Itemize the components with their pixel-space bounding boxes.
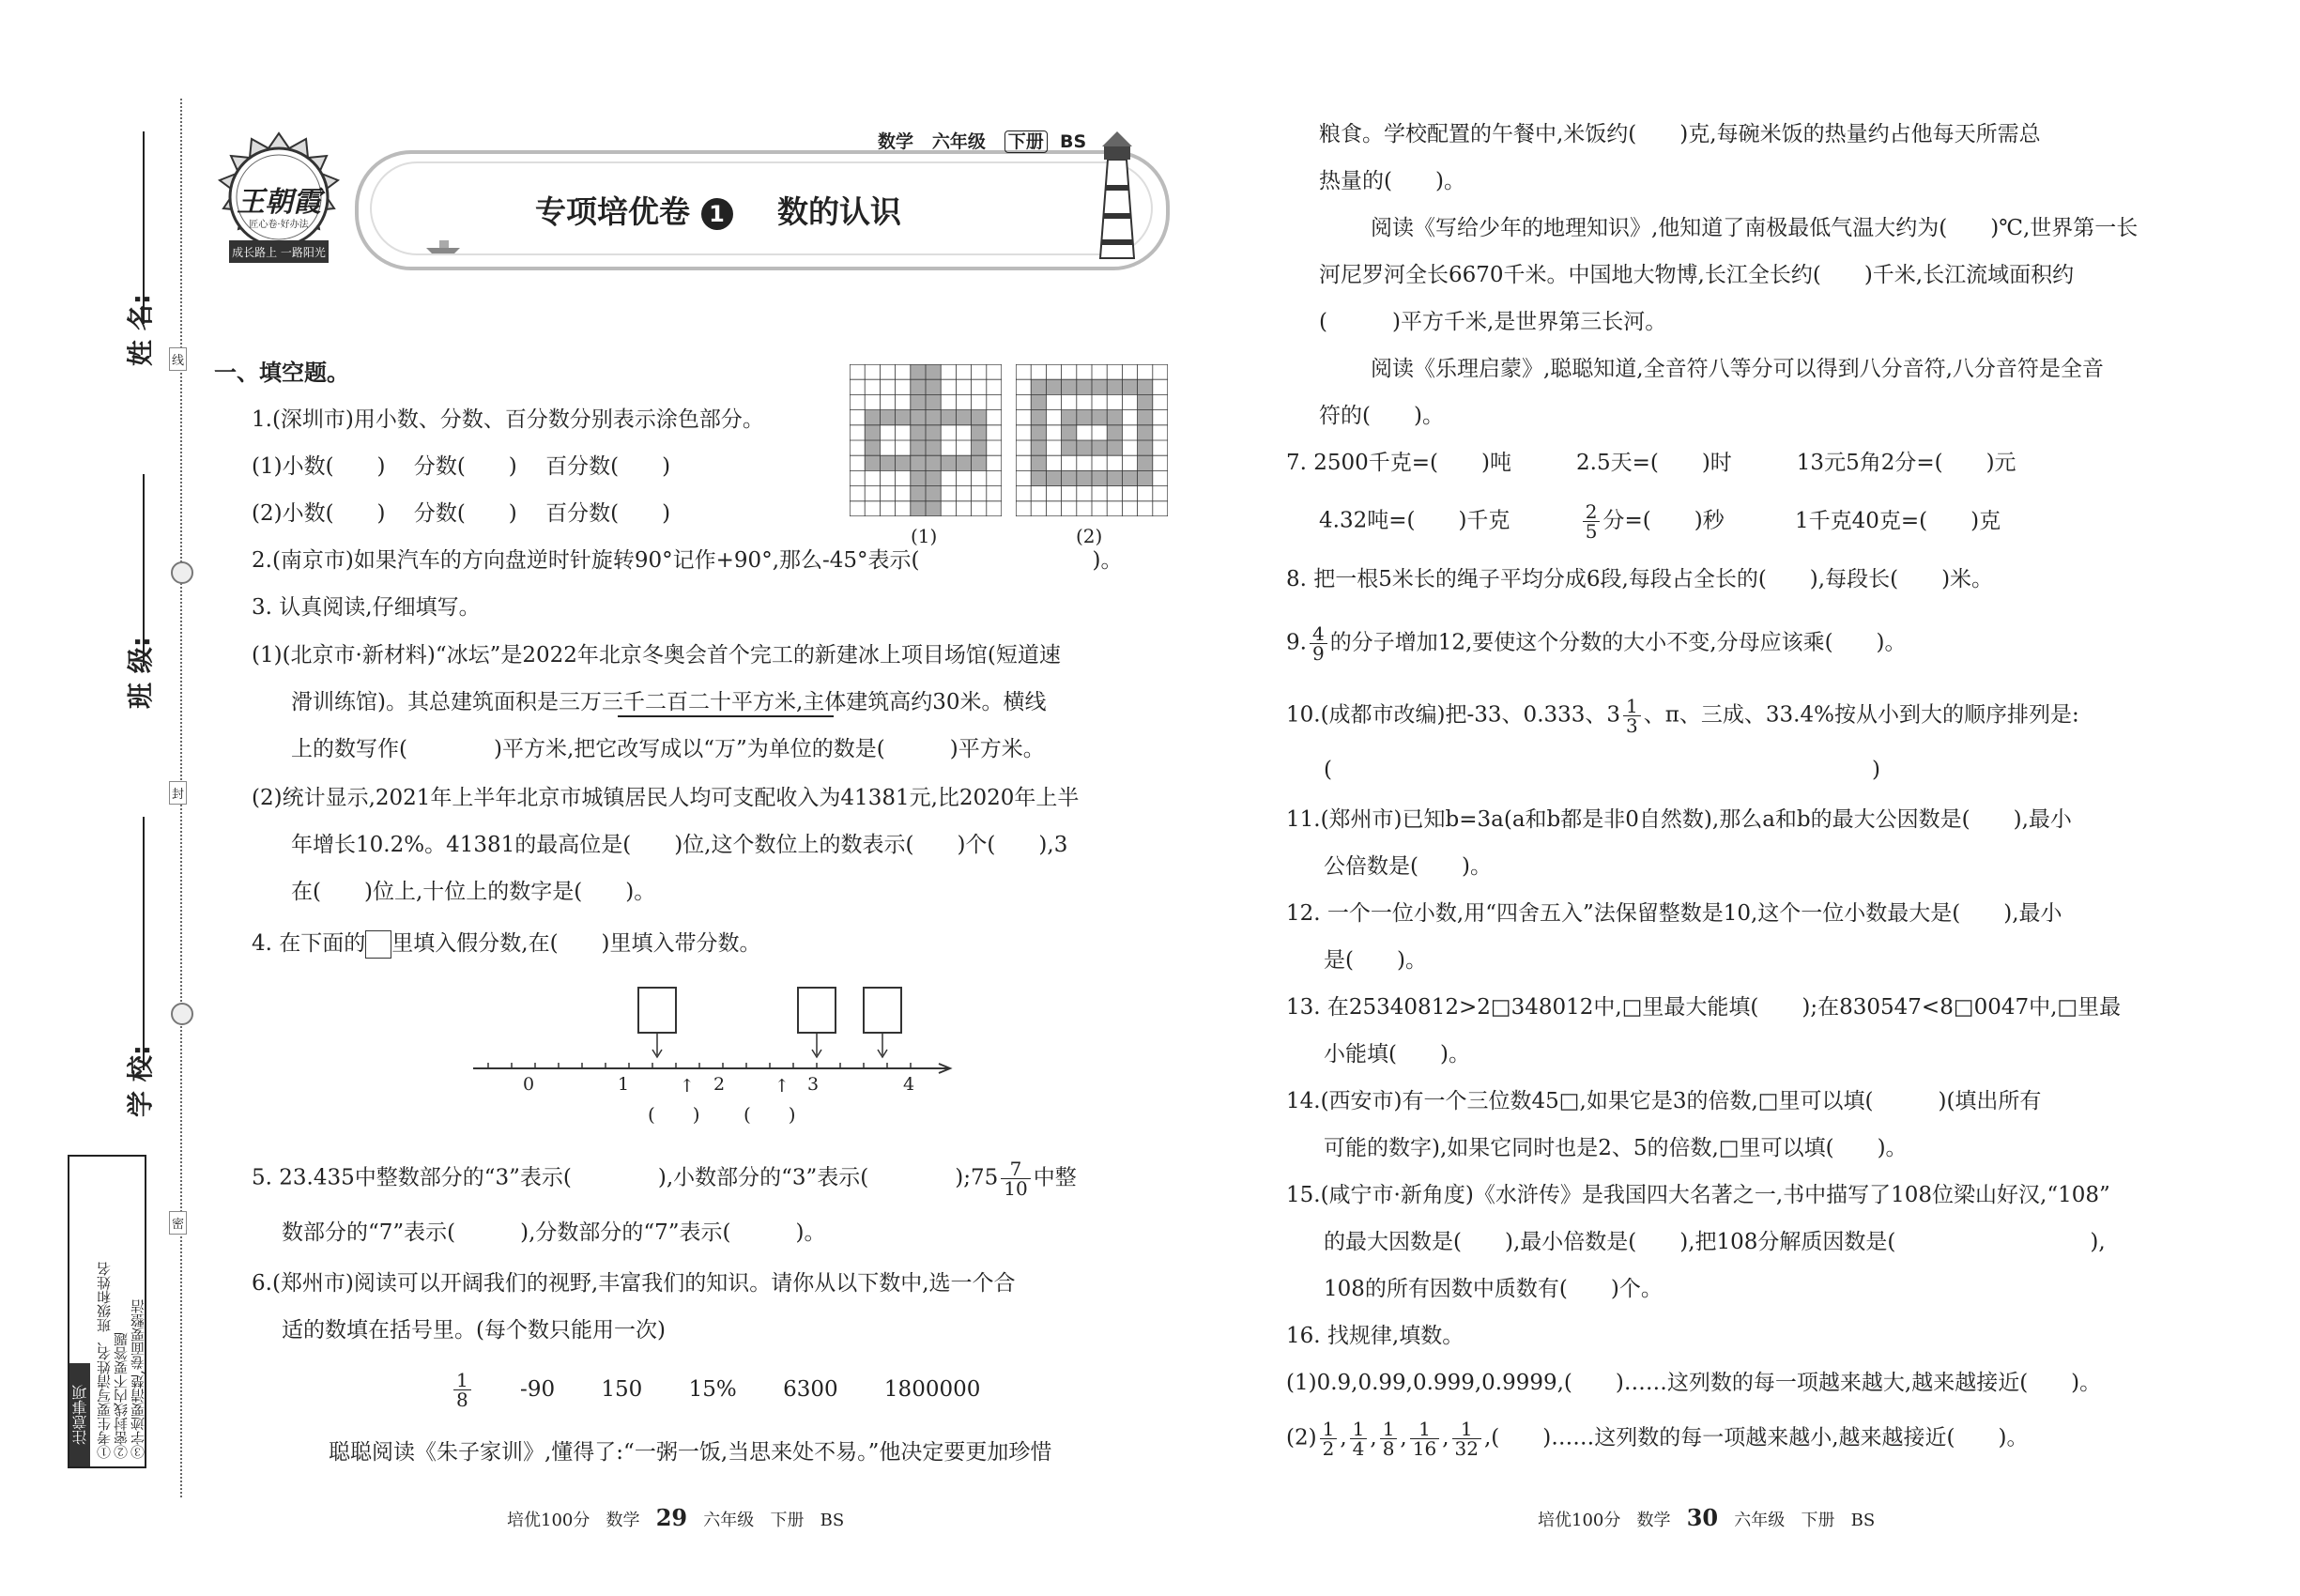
footer-edition: BS — [820, 1511, 845, 1530]
binding-hole — [171, 561, 193, 584]
q6-numbers — [451, 1371, 980, 1409]
nl-label-3: 3 — [807, 1074, 820, 1095]
footer-left — [507, 1504, 844, 1531]
q16-1: (1)0.9,0.99,0.999,0.9999,( )……这列数的每一项越来越大,越来越接近( )。 — [1286, 1371, 2102, 1395]
q10-fraction — [1623, 697, 1641, 735]
seq-den: 2 — [1322, 1437, 1335, 1460]
q7-line1: 7. 2500千克=( )吨 2.5天=( )时 13元5角2分=( )元 — [1286, 451, 2016, 475]
q3-1b-text: 滑训练馆)。其总建筑面积是三万三千二百二十平方米,主体建筑高约30米。横线 — [291, 690, 1047, 714]
q9-text — [1286, 624, 1907, 663]
notice-line-3: ③字迹要清楚,卷面要整洁 — [130, 1299, 146, 1459]
tag-term: 下册 — [1004, 130, 1048, 153]
q6-fraction — [453, 1371, 471, 1409]
binding-hole — [171, 1003, 193, 1025]
class-label: 班 级: — [125, 637, 156, 709]
footer-term: 下册 — [1801, 1511, 1835, 1530]
q10-post: 、π、三成、33.4%按从小到大的顺序排列是: — [1643, 702, 2079, 728]
cut-mark-xian: 线 — [169, 347, 187, 371]
q5-post: 中整 — [1033, 1165, 1077, 1190]
q4-pre: 4. 在下面的 — [252, 931, 366, 956]
footer-grade: 六年级 — [703, 1511, 755, 1530]
q4-text — [252, 929, 761, 959]
school-label: 学 校: — [125, 1045, 156, 1117]
footer-grade: 六年级 — [1734, 1511, 1786, 1530]
q7-b1: 4.32吨=( )千克 — [1319, 508, 1510, 533]
section-title: 一、填空题。 — [214, 360, 349, 386]
q10-text — [1286, 697, 2079, 735]
q6-line2: 适的数填在括号里。(每个数只能用一次) — [282, 1318, 666, 1343]
q10-pre: 10.(成都市改编)把-33、0.333、3 — [1286, 702, 1621, 728]
q12-line1: 12. 一个一位小数,用“四舍五入”法保留整数是10,这个一位小数最大是( ),最小 — [1286, 901, 2062, 926]
footer-right — [1538, 1504, 1875, 1531]
title-text: 数的认识 — [777, 193, 901, 230]
q8-text: 8. 把一根5米长的绳子平均分成6段,每段占全长的( ),每段长( )米。 — [1286, 567, 1994, 591]
q1-line1: (1)小数( ) 分数( ) 百分数( ) — [252, 454, 671, 479]
footer-subject: 数学 — [606, 1511, 640, 1530]
cut-mark-feng: 封 — [169, 781, 187, 805]
q3-1a: (1)(北京市·新材料)“冰坛”是2022年北京冬奥会首个完工的新建冰上项目场馆(短道速 — [252, 643, 1061, 668]
footer-book: 培优100分 — [1538, 1511, 1621, 1530]
nl-paren-2: ( ) — [744, 1103, 796, 1126]
name-label: 姓 名: — [125, 294, 156, 366]
q3-2b: 年增长10.2%。41381的最高位是( )位,这个数位上的数表示( )个( ),3 — [291, 833, 1068, 857]
q7-fraction — [1583, 502, 1601, 541]
q6-num-4: 6300 — [783, 1376, 838, 1402]
q15-line1: 15.(咸宁市·新角度)《水浒传》是我国四大名著之一,书中描写了108位梁山好汉,“108” — [1286, 1183, 2110, 1207]
brand-name: 王朝霞 — [237, 186, 321, 219]
q7-b3: 1千克40克=( )克 — [1795, 508, 2001, 533]
q3-1c: 上的数写作( )平方米,把它改写成以“万”为单位的数是( )平方米。 — [291, 737, 1045, 761]
q4-post: 里填入假分数,在( )里填入带分数。 — [391, 931, 761, 956]
lighthouse-icon — [1080, 122, 1155, 263]
q9-den: 9 — [1311, 642, 1325, 665]
q5-pre: 5. 23.435中整数部分的“3”表示( ),小数部分的“3”表示( );75 — [252, 1165, 999, 1190]
nl-label-1: 1 — [618, 1074, 630, 1095]
q3-underline — [618, 715, 834, 717]
notice-line-1: ①考生要写清姓名、班级和姓名 — [96, 1262, 113, 1459]
brand-slogan: 成长路上 一路阳光 — [232, 246, 326, 259]
r-line2: 热量的( )。 — [1319, 169, 1465, 193]
q13-line1: 13. 在25340812>2□348012中,□里最大能填( );在830547<8□0047中,□里最 — [1286, 995, 2122, 1020]
nl-label-2: 2 — [713, 1074, 726, 1095]
header-tags — [878, 128, 1086, 153]
r-line4: 河尼罗河全长6670千米。中国地大物博,长江全长约( )千米,长江流域面积约 — [1319, 263, 2075, 287]
seq-den: 4 — [1352, 1437, 1365, 1460]
seq-den: 32 — [1454, 1437, 1479, 1460]
q11-line2: 公倍数是( )。 — [1324, 854, 1492, 879]
seq-num: 1 — [1410, 1420, 1439, 1439]
q11-line1: 11.(郑州市)已知b=3a(a和b都是非0自然数),那么a和b的最大公因数是( ),最小 — [1286, 807, 2072, 832]
seq-num: 1 — [1350, 1420, 1368, 1439]
r-line3: 阅读《写给少年的地理知识》,他知道了南极最低气温大约为( )℃,世界第一长 — [1371, 216, 2139, 240]
title-number: 1 — [701, 198, 733, 230]
seq-fraction — [1320, 1420, 1338, 1458]
q9-pre: 9. — [1286, 630, 1307, 655]
school-underline — [143, 817, 145, 1070]
ship-icon — [424, 237, 462, 255]
q9-post: 的分子增加12,要使这个分数的大小不变,分母应该乘( )。 — [1329, 630, 1907, 655]
seq-fraction — [1410, 1420, 1439, 1458]
q13-line2: 小能填( )。 — [1324, 1042, 1470, 1067]
q6-num-5: 1800000 — [883, 1376, 981, 1402]
q7-den: 5 — [1585, 520, 1598, 543]
notice-line-2: ②密封线内不要答题 — [113, 1332, 130, 1459]
q1-text: 1.(深圳市)用小数、分数、百分数分别表示涂色部分。 — [252, 407, 764, 432]
r-line6: 阅读《乐理启蒙》,聪聪知道,全音符八等分可以得到八分音符,八分音符是全音 — [1371, 357, 2104, 381]
q7-line2 — [1319, 502, 2001, 541]
q3-2a: (2)统计显示,2021年上半年北京市城镇居民人均可支配收入为41381元,比2020年上半 — [252, 786, 1080, 810]
q12-line2: 是( )。 — [1324, 948, 1427, 973]
r-line7: 符的( )。 — [1319, 404, 1444, 428]
q15-line2: 的最大因数是( ),最小倍数是( ),把108分解质因数是( ), — [1324, 1230, 2106, 1254]
q6-num-2: 150 — [601, 1376, 643, 1402]
q10-num: 1 — [1623, 697, 1641, 716]
page-number: 29 — [655, 1504, 688, 1531]
footer-subject: 数学 — [1636, 1511, 1671, 1530]
q1-line2: (2)小数( ) 分数( ) 百分数( ) — [252, 501, 671, 526]
q5-line1 — [252, 1159, 1077, 1198]
q5-fraction — [1001, 1159, 1030, 1198]
cut-mark-mi: 密 — [169, 1211, 187, 1235]
brand-sub: 匠心卷·好办法 — [249, 220, 309, 230]
q9-num: 4 — [1310, 624, 1327, 644]
q16-text: 16. 找规律,填数。 — [1286, 1324, 1464, 1348]
nl-label-0: 0 — [523, 1074, 535, 1095]
q7-num: 2 — [1583, 502, 1601, 522]
seq-num: 1 — [1380, 1420, 1398, 1439]
q6-num-3: 15% — [688, 1376, 737, 1402]
footer-book: 培优100分 — [507, 1511, 590, 1530]
grid-label-2: (2) — [1076, 525, 1103, 547]
q3-2c: 在( )位上,十位上的数字是( )。 — [291, 880, 656, 904]
q5-num: 7 — [1001, 1159, 1030, 1179]
seq-fraction — [1380, 1420, 1398, 1458]
grid-figure-2 — [1016, 364, 1168, 516]
answer-box — [365, 930, 391, 959]
page-title — [535, 188, 901, 232]
seq-den: 8 — [1382, 1437, 1395, 1460]
up-arrow-1: ↑ — [680, 1076, 695, 1097]
seq-num: 1 — [1320, 1420, 1338, 1439]
q14-line1: 14.(西安市)有一个三位数45□,如果它是3的倍数,□里可以填( )(填出所有 — [1286, 1089, 2042, 1113]
tag-subject: 数学 — [878, 131, 914, 152]
q14-line2: 可能的数字),如果它同时也是2、5的倍数,□里可以填( )。 — [1324, 1136, 1908, 1160]
r-line1: 粮食。学校配置的午餐中,米饭约( )克,每碗米饭的热量约占他每天所需总 — [1319, 122, 2041, 146]
page-number: 30 — [1686, 1504, 1719, 1531]
q16-2: (2) $\frac{1}{2}$ , $\frac{1}{4}$ , $\frac{1}{8}$ , $\frac{1}{16}$ , $\frac{1}{32}$ ,( )……这列数的每一项越来越小,越来越接近( )。 — [1286, 1418, 2029, 1460]
notice-title: 注意事项 — [69, 1363, 90, 1466]
seq-fraction — [1350, 1420, 1368, 1458]
grid-figure-1 — [850, 364, 1002, 516]
tag-grade: 六年级 — [931, 131, 986, 152]
seq-fraction — [1452, 1420, 1481, 1458]
seq-num: 1 — [1452, 1420, 1481, 1439]
q9-fraction — [1310, 624, 1327, 663]
brand-logo — [208, 130, 349, 270]
title-prefix: 专项培优卷 — [535, 193, 690, 230]
q16-2-pre: (2) — [1286, 1425, 1317, 1450]
nl-label-4: 4 — [903, 1074, 915, 1095]
q3-text: 3. 认真阅读,仔细填写。 — [252, 595, 481, 620]
q15-line3: 108的所有因数中质数有( )个。 — [1324, 1277, 1663, 1301]
q10-den: 3 — [1626, 714, 1638, 737]
nl-paren-1: ( ) — [648, 1103, 700, 1126]
footer-term: 下册 — [770, 1511, 805, 1530]
notice-box — [68, 1155, 146, 1468]
up-arrow-2: ↑ — [774, 1076, 790, 1097]
q6-num: 1 — [453, 1371, 471, 1390]
r-line5: ( )平方千米,是世界第三长河。 — [1319, 310, 1667, 334]
q2-text: 2.(南京市)如果汽车的方向盘逆时针旋转90°记作+90°,那么-45°表示( )。 — [252, 548, 1123, 573]
footer-edition: BS — [1850, 1511, 1876, 1530]
grid-label-1: (1) — [911, 525, 938, 547]
q6-num-1: -90 — [520, 1376, 556, 1402]
q3-1b — [291, 688, 1047, 716]
q5-line2: 数部分的“7”表示( ),分数部分的“7”表示( )。 — [282, 1220, 826, 1245]
seq-den: 16 — [1412, 1437, 1437, 1460]
q7-b2: 分=( )秒 — [1602, 508, 1725, 533]
q16-2-post: ,( )……这列数的每一项越来越小,越来越接近( )。 — [1483, 1425, 2029, 1450]
q5-den: 10 — [1004, 1177, 1028, 1200]
q10-answer: ( ) — [1324, 758, 1880, 782]
q6-line1: 6.(郑州市)阅读可以开阔我们的视野,丰富我们的知识。请你从以下数中,选一个合 — [252, 1271, 1016, 1296]
tag-edition: BS — [1060, 131, 1087, 152]
q6-den: 8 — [456, 1389, 468, 1411]
q6-line3: 聪聪阅读《朱子家训》,懂得了:“一粥一饭,当思来处不易。”他决定要更加珍惜 — [329, 1440, 1052, 1465]
